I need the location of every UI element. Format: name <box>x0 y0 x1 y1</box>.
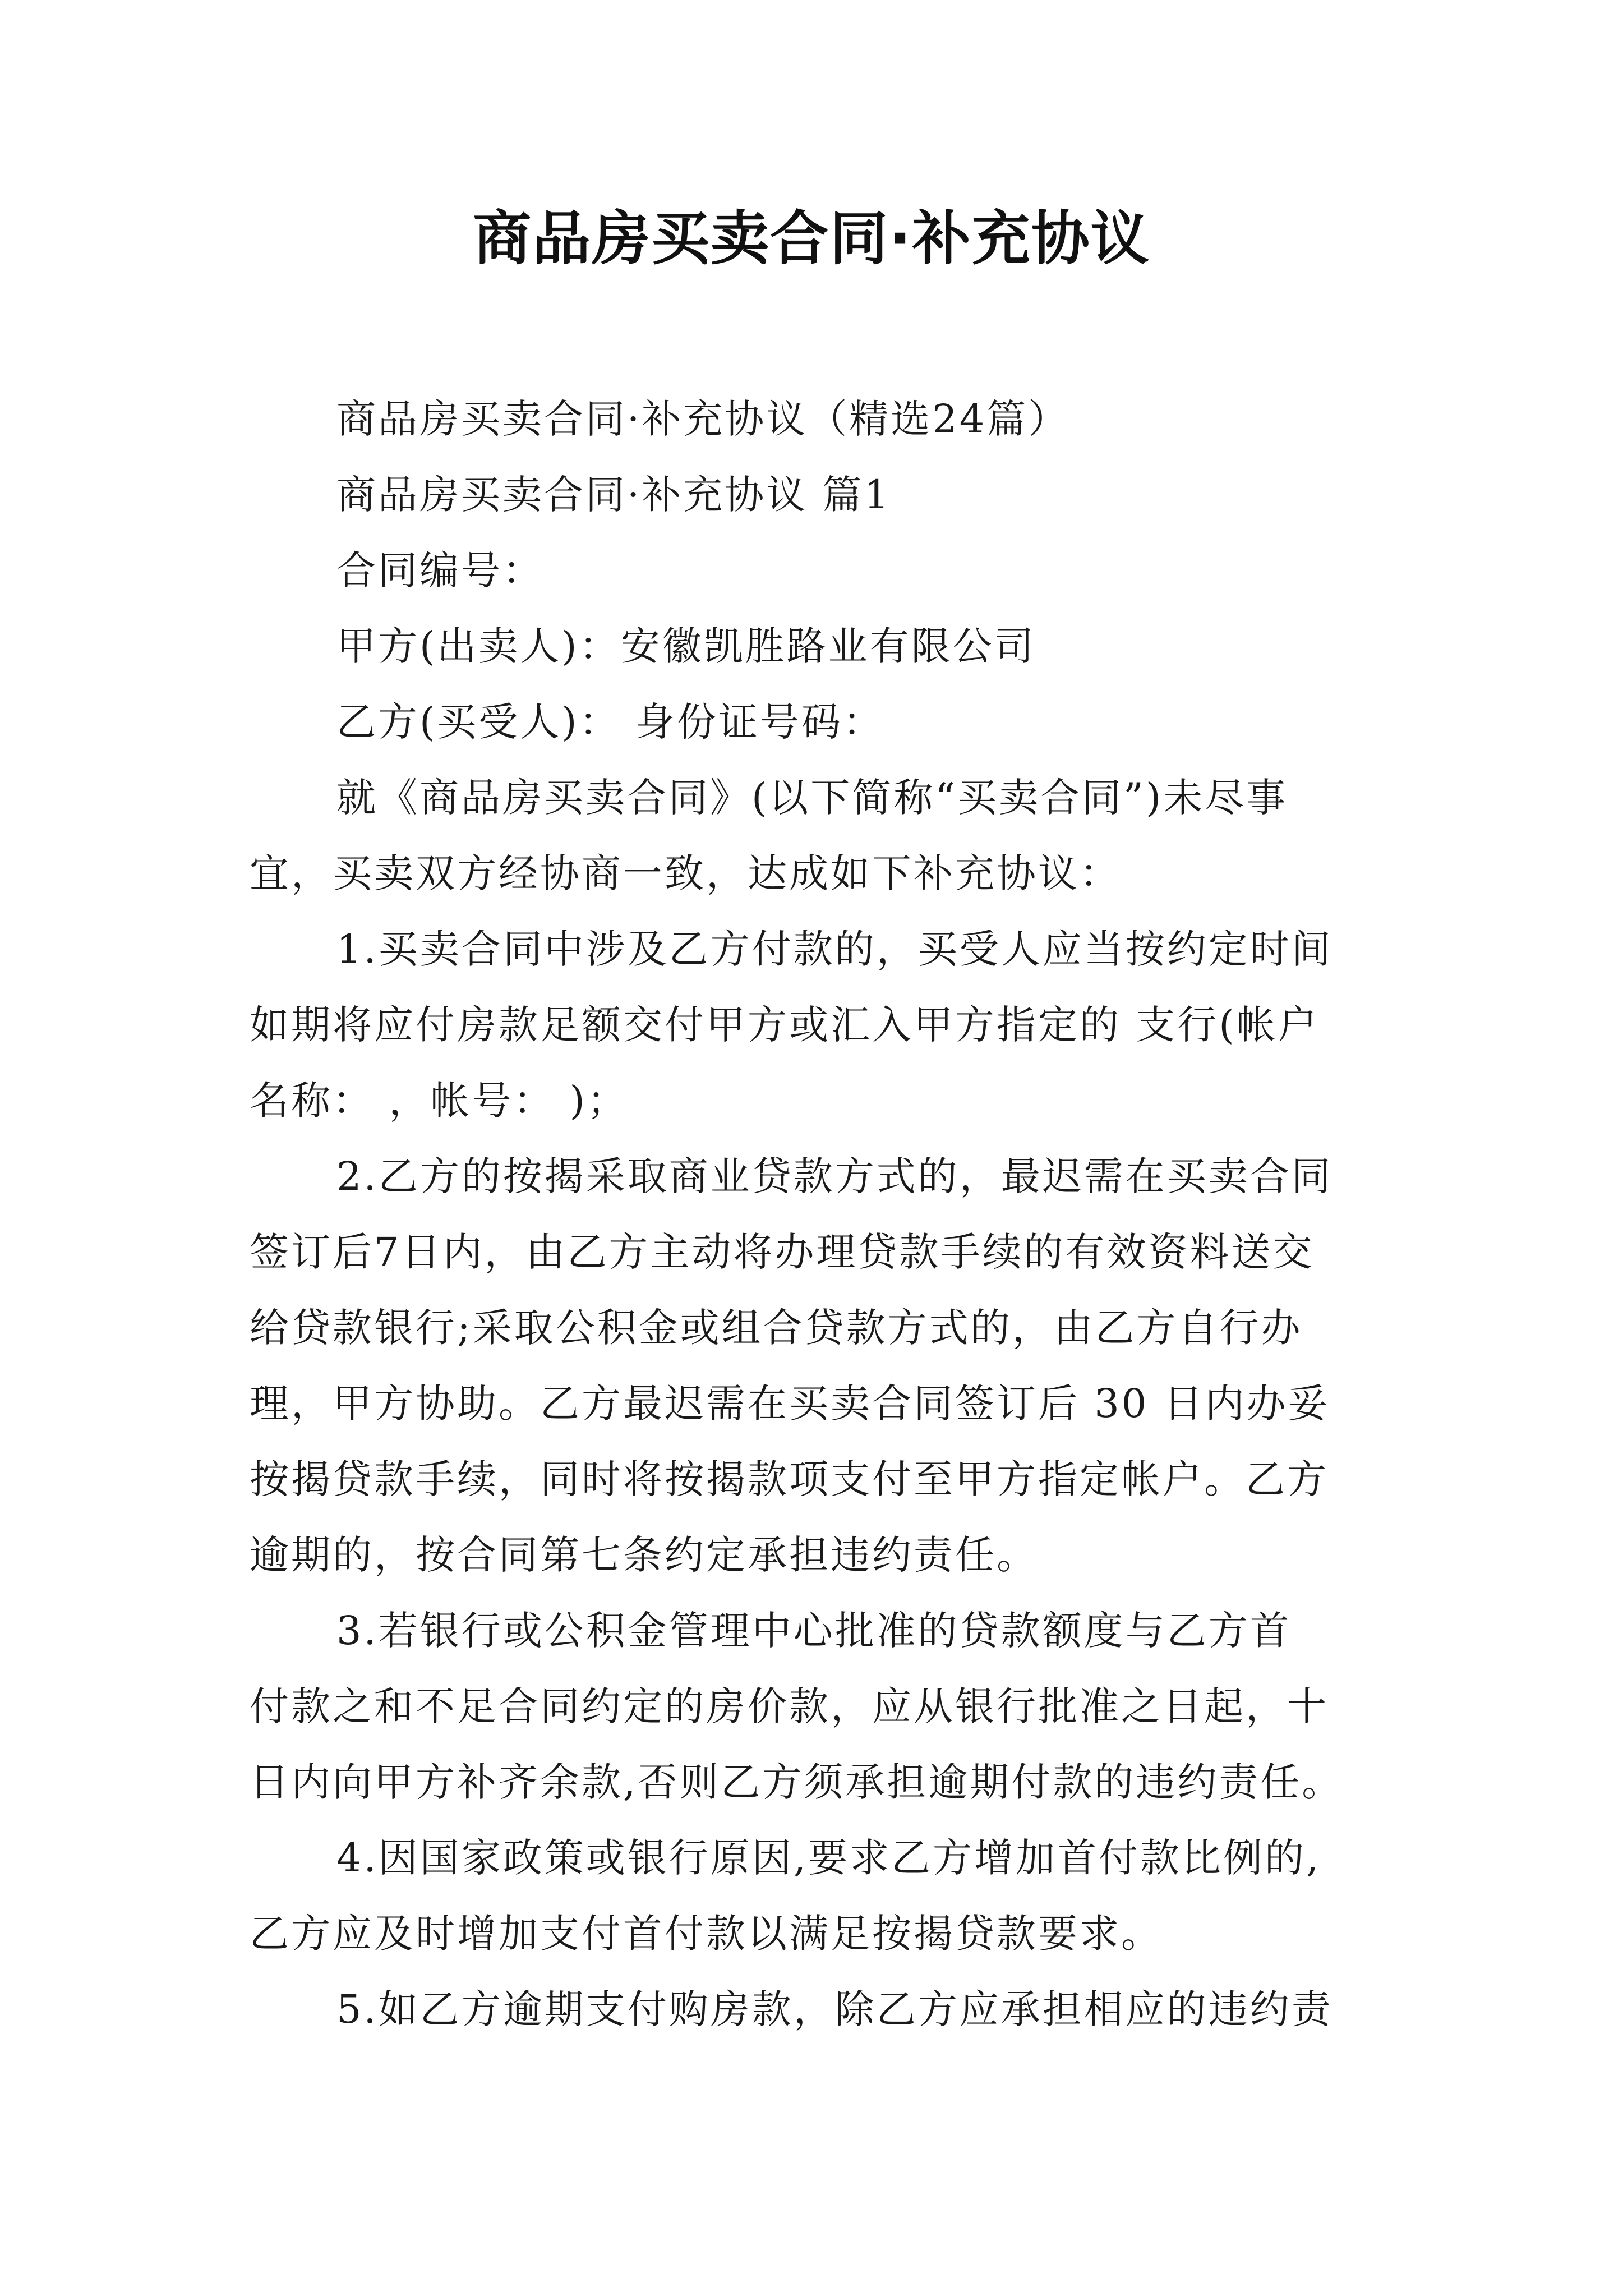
text-line: 日内向甲方补齐余款,否则乙方须承担逾期付款的违约责任。 <box>250 1759 1344 1805</box>
text-line: 名称： ，帐号： )； <box>250 1078 629 1124</box>
text-line: 乙方(买受人)： 身份证号码： <box>336 699 884 745</box>
text-line: 逾期的，按合同第七条约定承担违约责任。 <box>250 1532 1038 1578</box>
text-line: 乙方应及时增加支付首付款以满足按揭贷款要求。 <box>250 1911 1163 1957</box>
text-line: 理，甲方协助。乙方最迟需在买卖合同签订后 30 日内办妥 <box>250 1381 1330 1427</box>
text-line: 5.如乙方逾期支付购房款，除乙方应承担相应的违约责 <box>336 1986 1333 2032</box>
document-title: 商品房买卖合同·补充协议 <box>473 204 1150 273</box>
document-body <box>250 381 1377 2047</box>
text-line: 付款之和不足合同约定的房价款，应从银行批准之日起，十 <box>250 1683 1329 1729</box>
text-line: 3.若银行或公积金管理中心批准的贷款额度与乙方首 <box>336 1608 1292 1654</box>
text-line: 2.乙方的按揭采取商业贷款方式的，最迟需在买卖合同 <box>336 1153 1333 1199</box>
text-line: 甲方(出卖人)：安徽凯胜路业有限公司 <box>336 623 1036 669</box>
text-line: 合同编号： <box>336 547 544 593</box>
text-line: 如期将应付房款足额交付甲方或汇入甲方指定的 支行(帐户 <box>250 1002 1320 1048</box>
text-line: 商品房买卖合同·补充协议 篇1 <box>336 472 892 518</box>
text-line: 1.买卖合同中涉及乙方付款的，买受人应当按约定时间 <box>336 926 1333 972</box>
text-line: 就《商品房买卖合同》(以下简称“买卖合同”)未尽事 <box>336 775 1288 821</box>
text-line: 宜，买卖双方经协商一致，达成如下补充协议： <box>250 850 1121 896</box>
text-line: 商品房买卖合同·补充协议（精选24篇） <box>336 396 1070 442</box>
text-line: 4.因国家政策或银行原因,要求乙方增加首付款比例的, <box>336 1835 1321 1881</box>
text-line: 给贷款银行;采取公积金或组合贷款方式的，由乙方自行办 <box>250 1305 1303 1351</box>
text-line: 签订后7日内，由乙方主动将办理贷款手续的有效资料送交 <box>250 1229 1315 1275</box>
text-line: 按揭贷款手续，同时将按揭款项支付至甲方指定帐户。乙方 <box>250 1456 1329 1502</box>
